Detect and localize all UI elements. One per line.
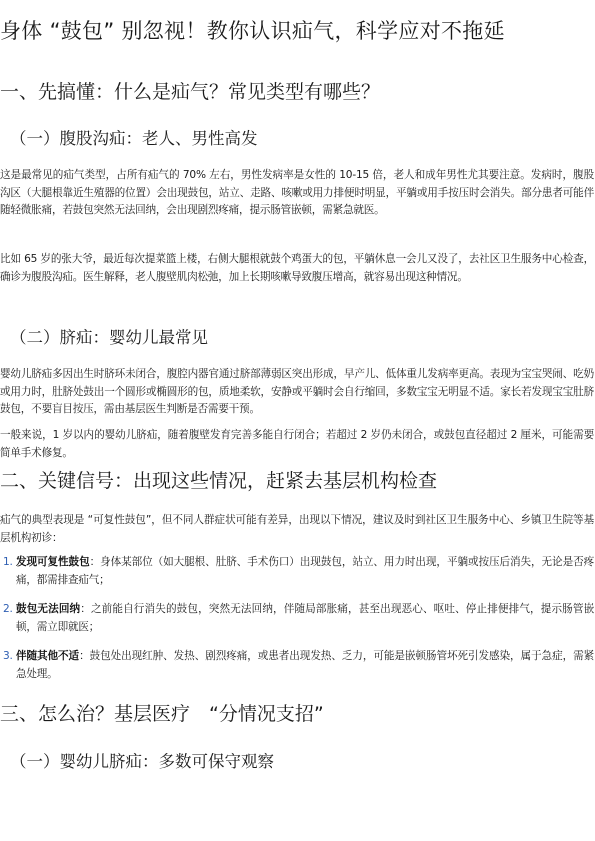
list-item-label: 鼓包无法回纳 <box>16 603 81 616</box>
subsection-heading-inguinal: （一）腹股沟疝：老人、男性高发 <box>10 129 258 148</box>
list-item-text: ：身体某部位（如大腿根、肚脐、手术伤口）出现鼓包，站立、用力时出现，平躺或按压后消失，无论是否疼痛，都需排查疝气； <box>16 556 594 586</box>
warning-signs-list <box>0 554 594 696</box>
list-item-label: 发现可复性鼓包 <box>16 556 90 568</box>
list-item-text: ：之前能自行消失的鼓包，突然无法回纳，伴随局部胀痛，甚至出现恶心、呕吐、停止排便排气，提示肠管嵌顿，需立即就医； <box>16 603 594 633</box>
subsection-heading-infant-umbilical: （一）婴幼儿脐疝：多数可保守观察 <box>10 752 274 771</box>
paragraph-signals-intro: 疝气的典型表现是 “可复性鼓包”，但不同人群症状可能有差异，出现以下情况，建议及时到社区卫生服务中心、乡镇卫生院等基层机构初诊： <box>0 514 594 544</box>
section-heading-3: 三、怎么治？基层医疗 “分情况支招” <box>0 703 324 725</box>
list-number: 1. <box>3 556 13 568</box>
paragraph-umbilical-intro: 婴幼儿脐疝多因出生时脐环未闭合，腹腔内器官通过脐部薄弱区突出形成，早产儿、低体重儿发病率更高。表现为宝宝哭闹、吃奶或用力时，肚脐处鼓出一个圆形或椭圆形的包，质地柔软，安静或平躺时会自行缩回，多数宝宝无明显不适。家长若发现宝宝肚脐鼓包，不要盲目按压，需由基层医生判断是否需要干预。 <box>0 368 594 416</box>
list-number: 3. <box>3 650 13 663</box>
section-heading-2: 二、关键信号：出现这些情况，赶紧去基层机构检查 <box>0 470 438 492</box>
list-item <box>0 554 594 589</box>
list-item <box>0 601 594 636</box>
section-heading-1: 一、先搞懂：什么是疝气？常见类型有哪些？ <box>0 81 381 103</box>
list-item-label: 伴随其他不适 <box>16 650 80 663</box>
paragraph-inguinal-intro: 这是最常见的疝气类型，占所有疝气的 70% 左右，男性发病率是女性的 10-15 倍，老人和成年男性尤其要注意。发病时，腹股沟区（大腿根靠近生殖器的位置）会出现鼓包，站立、走路、咳嗽或用力排便时明显，平躺或用手按压时会消失。部分患者可能伴随轻微胀痛，若鼓包突然无法回纳，会出现剧烈疼痛，提示肠管嵌顿，需紧急就医。 <box>0 169 594 217</box>
paragraph-inguinal-example: 比如 65 岁的张大爷，最近每次提菜篮上楼，右侧大腿根就鼓个鸡蛋大的包，平躺休息一会儿又没了，去社区卫生服务中心检查，确诊为腹股沟疝。医生解释，老人腹壁肌肉松弛，加上长期咳嗽导致腹压增高，就容易出现这种情况。 <box>0 253 594 283</box>
list-item <box>0 648 594 683</box>
subsection-heading-umbilical: （二）脐疝：婴幼儿最常见 <box>10 328 208 347</box>
list-item-text: ：鼓包处出现红肿、发热、剧烈疼痛，或患者出现发热、乏力，可能是嵌顿肠管坏死引发感染，属于急症，需紧急处理。 <box>16 650 594 680</box>
list-number: 2. <box>3 603 13 616</box>
article-title: 身体 “鼓包” 别忽视！教你认识疝气，科学应对不拖延 <box>0 19 505 43</box>
paragraph-umbilical-outlook: 一般来说，1 岁以内的婴幼儿脐疝，随着腹壁发育完善多能自行闭合；若超过 2 岁仍未闭合，或鼓包直径超过 2 厘米，可能需要简单手术修复。 <box>0 429 594 459</box>
